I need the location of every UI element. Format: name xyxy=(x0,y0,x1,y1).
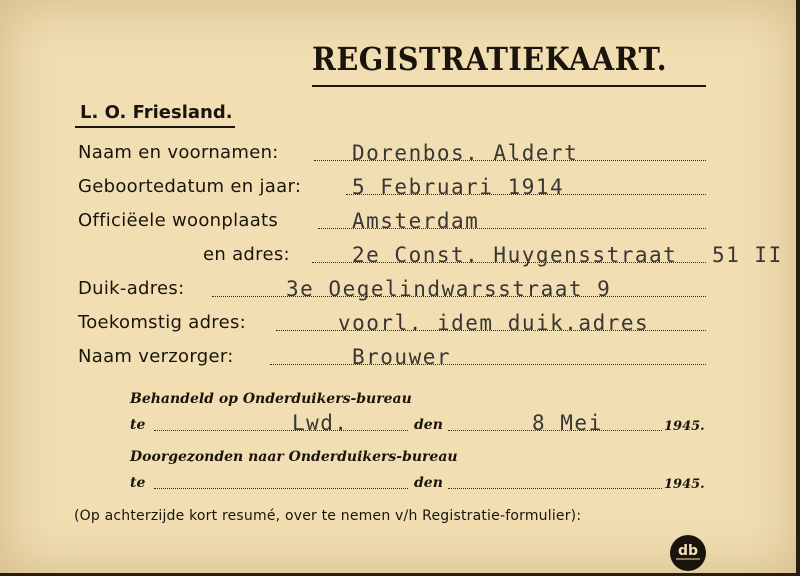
printer-logo-stamp xyxy=(668,533,708,573)
field-row-birthdate xyxy=(0,172,800,202)
field-row-future-address xyxy=(0,308,800,338)
field-label-address: en adres: xyxy=(203,244,290,265)
field-value-hiding-address: 3e Oegelindwarsstraat 9 xyxy=(286,277,612,301)
handled-heading: Behandeld op Onderduikers-bureau xyxy=(130,391,412,407)
field-row-caretaker xyxy=(0,342,800,372)
forwarded-den-label: den xyxy=(414,475,443,491)
handled-year: 1945. xyxy=(664,419,705,434)
title-underline xyxy=(312,85,706,87)
field-row-address xyxy=(0,240,800,270)
forwarded-te-line xyxy=(154,488,408,489)
field-label-name: Naam en voornamen: xyxy=(78,142,279,163)
forwarded-row xyxy=(0,466,800,496)
field-label-hiding-address: Duik-adres: xyxy=(78,278,185,299)
field-value-address: 2e Const. Huygensstraat xyxy=(352,243,678,267)
field-value-caretaker: Brouwer xyxy=(352,345,452,369)
field-row-residence xyxy=(0,206,800,236)
footer-note: (Op achterzijde kort resumé, over te nemen v/h Registratie-formulier): xyxy=(74,508,582,524)
field-line-caretaker xyxy=(270,364,706,365)
field-label-residence: Officiëele woonplaats xyxy=(78,210,279,231)
forwarded-den-line xyxy=(448,488,662,489)
handled-te-label: te xyxy=(130,417,146,433)
field-label-future-address: Toekomstig adres: xyxy=(78,312,247,333)
handled-te-line xyxy=(154,430,408,431)
field-row-hiding-address xyxy=(0,274,800,304)
field-value-address-number: 51 II xyxy=(712,243,783,267)
organization-underline xyxy=(75,126,235,128)
field-value-birthdate: 5 Februari 1914 xyxy=(352,175,565,199)
forwarded-te-label: te xyxy=(130,475,146,491)
field-label-caretaker: Naam verzorger: xyxy=(78,346,234,367)
field-label-birthdate: Geboortedatum en jaar: xyxy=(78,176,302,197)
handled-row xyxy=(0,408,800,438)
field-value-name: Dorenbos. Aldert xyxy=(352,141,579,165)
forwarded-heading: Doorgezonden naar Onderduikers-bureau xyxy=(130,449,458,465)
field-row-name xyxy=(0,138,800,168)
handled-te-value: Lwd. xyxy=(292,411,349,435)
card-title: REGISTRATIEKAART. xyxy=(312,40,668,78)
organization-label: L. O. Friesland. xyxy=(80,102,233,123)
handled-den-label: den xyxy=(414,417,443,433)
handled-den-value: 8 Mei xyxy=(532,411,603,435)
field-value-residence: Amsterdam xyxy=(352,209,480,233)
stamp-letters: db xyxy=(677,543,699,559)
forwarded-year: 1945. xyxy=(664,477,705,492)
field-value-future-address: voorl. idem duik.adres xyxy=(338,311,650,335)
